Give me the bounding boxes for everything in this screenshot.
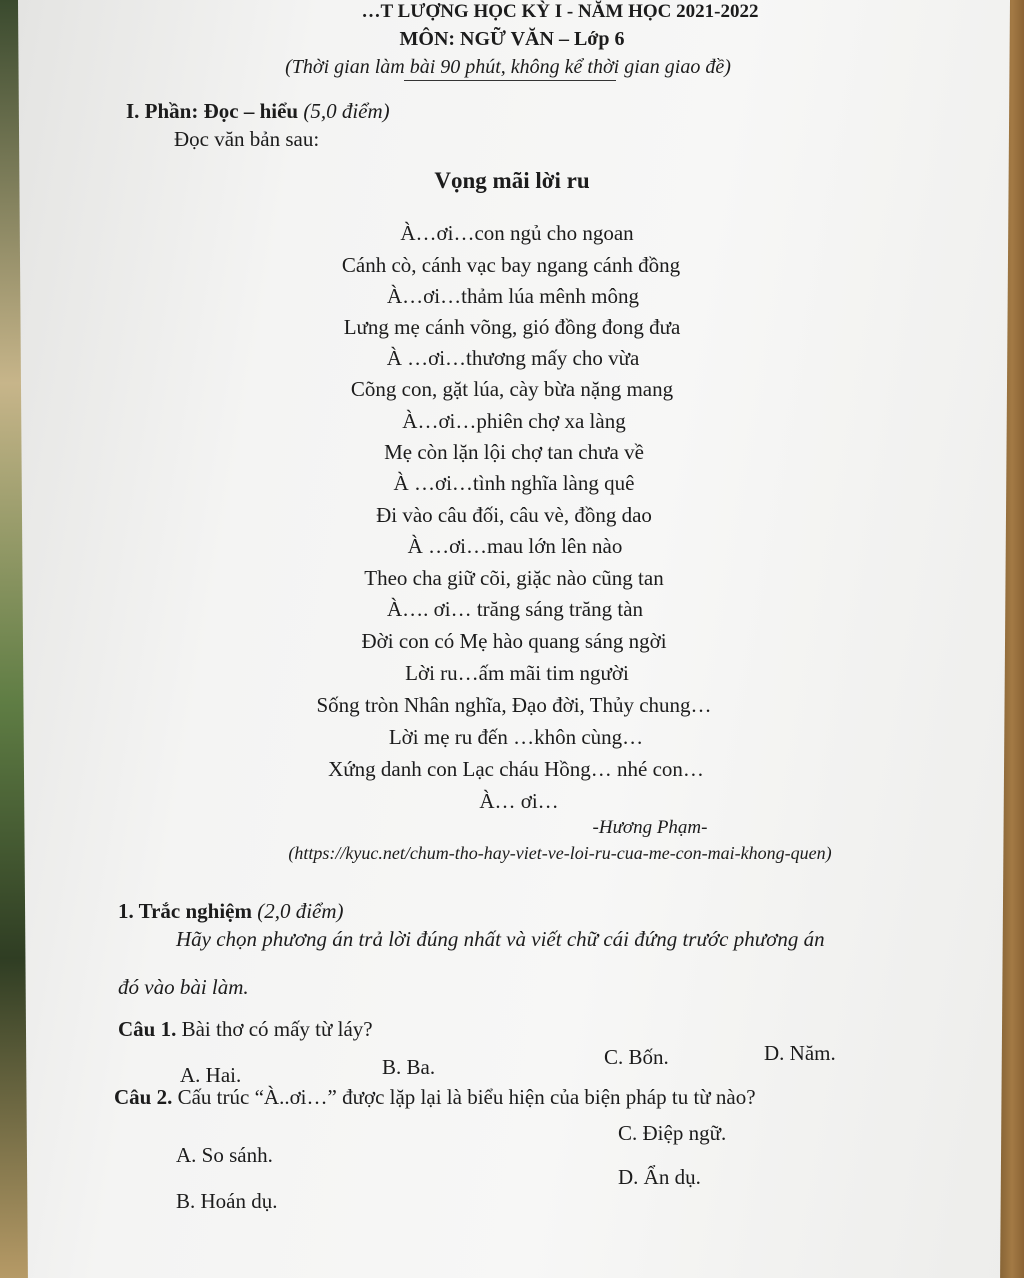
- poem-line: À …ơi…thương mấy cho vừa: [386, 346, 640, 370]
- q1-option-a: A. Hai.: [180, 1063, 242, 1087]
- poem-source: (https://kyuc.net/chum-tho-hay-viet-ve-loi-ru-cua-me-con-mai-khong-quen): [288, 843, 832, 863]
- poem-line: Lời mẹ ru đến …khôn cùng…: [388, 725, 644, 749]
- q2-option-b: B. Hoán dụ.: [176, 1189, 278, 1213]
- poem-line: Cõng con, gặt lúa, cày bừa nặng mang: [350, 377, 674, 401]
- part1-heading: [118, 900, 344, 923]
- part1-instruction-1: Hãy chọn phương án trả lời đúng nhất và viết chữ cái đứng trước phương án: [176, 927, 825, 951]
- poem-line: À…ơi…phiên chợ xa làng: [402, 409, 626, 433]
- poem-author: -Hương Phạm-: [592, 817, 708, 838]
- question-1: [118, 1018, 373, 1041]
- reading-instruction: Đọc văn bản sau:: [174, 127, 320, 151]
- q1-option-c: C. Bốn.: [604, 1045, 669, 1069]
- time-note: (Thời gian làm bài 90 phút, không kể thời gian giao đề): [285, 56, 731, 78]
- question-2: [114, 1086, 756, 1109]
- q1-option-b: B. Ba.: [382, 1055, 436, 1079]
- poem-line: À …ơi…tình nghĩa làng quê: [393, 471, 635, 495]
- section-title: I. Phần: Đọc – hiểu: [126, 99, 299, 123]
- poem-line: Lưng mẹ cánh võng, gió đồng đong đưa: [343, 315, 681, 339]
- poem-line: Sống tròn Nhân nghĩa, Đạo đời, Thủy chung…: [316, 693, 712, 717]
- question-text: Bài thơ có mấy từ láy?: [181, 1017, 373, 1041]
- poem-line: À… ơi…: [479, 789, 559, 813]
- poem-line: À…. ơi… trăng sáng trăng tàn: [386, 597, 644, 621]
- poem-line: À…ơi…thảm lúa mênh mông: [387, 284, 639, 308]
- poem-line: Cánh cò, cánh vạc bay ngang cánh đồng: [341, 253, 681, 277]
- question-label: Câu 1.: [118, 1017, 177, 1041]
- poem-line: À…ơi…con ngủ cho ngoan: [400, 221, 634, 245]
- q2-option-c: C. Điệp ngữ.: [618, 1121, 727, 1145]
- subject-title: MÔN: NGỮ VĂN – Lớp 6: [399, 28, 625, 50]
- underline-mark: [404, 80, 616, 81]
- poem-line: Đi vào câu đối, câu vè, đồng dao: [376, 503, 652, 527]
- section-heading: [126, 100, 390, 123]
- poem-title: Vọng mãi lời ru: [434, 168, 590, 193]
- poem-line: Theo cha giữ cõi, giặc nào cũng tan: [364, 566, 664, 590]
- part1-points: (2,0 điểm): [257, 899, 344, 923]
- poem-line: À …ơi…mau lớn lên nào: [407, 534, 623, 558]
- exam-title: …T LƯỢNG HỌC KỲ I - NĂM HỌC 2021-2022: [361, 1, 759, 22]
- poem-line: Lời ru…ấm mãi tim người: [405, 661, 629, 685]
- poem-line: Mẹ còn lặn lội chợ tan chưa về: [384, 440, 644, 464]
- q1-option-d: D. Năm.: [764, 1041, 836, 1065]
- part1-title: 1. Trắc nghiệm: [118, 899, 252, 923]
- poem-line: Đời con có Mẹ hào quang sáng ngời: [361, 629, 667, 653]
- part1-instruction-2: đó vào bài làm.: [118, 975, 249, 999]
- question-text: Cấu trúc “À..ơi…” được lặp lại là biểu hiện của biện pháp tu từ nào?: [177, 1085, 756, 1109]
- q2-option-a: A. So sánh.: [176, 1143, 273, 1167]
- q2-option-d: D. Ẩn dụ.: [618, 1165, 701, 1189]
- question-label: Câu 2.: [114, 1085, 173, 1109]
- poem-line: Xứng danh con Lạc cháu Hồng… nhé con…: [328, 757, 704, 781]
- section-points: (5,0 điểm): [303, 99, 390, 123]
